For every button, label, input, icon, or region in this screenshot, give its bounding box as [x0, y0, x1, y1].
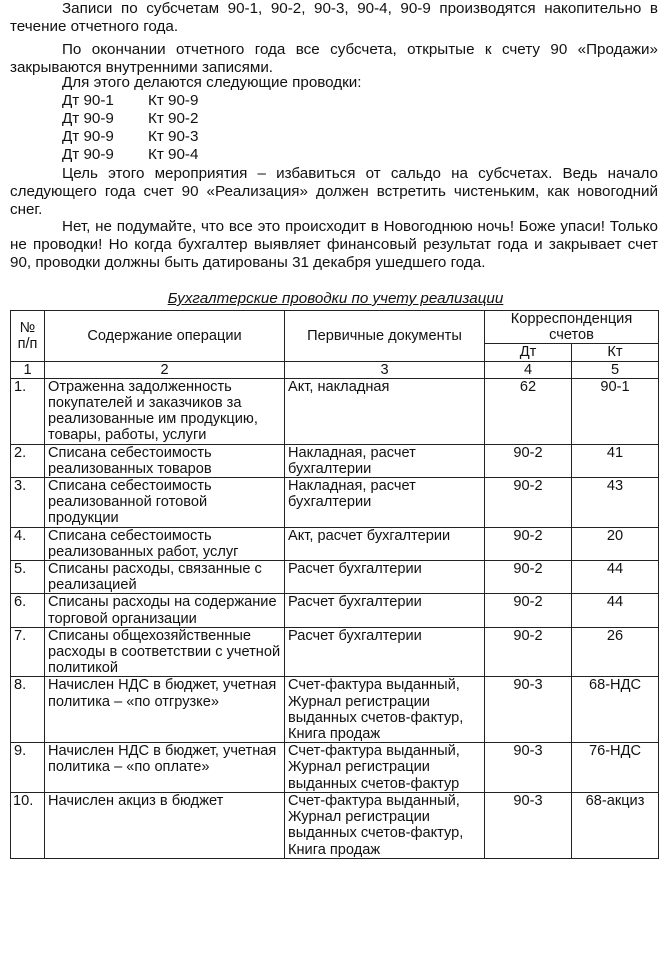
- row-content: Списаны общехозяйственные расходы в соответствии с учетной политикой: [45, 627, 285, 677]
- row-content: Списана себестоимость реализованной готовой продукции: [45, 478, 285, 528]
- row-dt: 90-2: [485, 594, 572, 627]
- row-dt: 90-3: [485, 677, 572, 743]
- row-dt: 62: [485, 378, 572, 444]
- row-number: 2.: [11, 444, 45, 477]
- row-number: 9.: [11, 743, 45, 793]
- row-content: Списана себестоимость реализованных товаров: [45, 444, 285, 477]
- row-number: 5.: [11, 561, 45, 594]
- paragraph-postings-intro: Для этого делаются следующие проводки:: [62, 74, 362, 91]
- row-docs: Акт, расчет бухгалтерии: [285, 527, 485, 560]
- row-content: Списана себестоимость реализованных работ, услуг: [45, 527, 285, 560]
- posting-dt: Дт 90-1: [62, 92, 114, 109]
- row-number: 8.: [11, 677, 45, 743]
- row-docs: Накладная, расчет бухгалтерии: [285, 444, 485, 477]
- colnum-cell: 3: [285, 361, 485, 378]
- row-dt: 90-2: [485, 444, 572, 477]
- table-row: [11, 792, 659, 858]
- row-docs: Расчет бухгалтерии: [285, 561, 485, 594]
- paragraph-goal: Цель этого мероприятия – избавиться от сальдо на субсчетах. Ведь начало следующего года счет 90 «Реализация» должен встретить чистеньким, как новогодний снег.: [10, 165, 658, 218]
- table-row: [11, 378, 659, 444]
- header-dt: Дт: [485, 344, 572, 361]
- posting-dt: Дт 90-9: [62, 146, 114, 163]
- colnum-cell: 5: [572, 361, 659, 378]
- header-num: № п/п: [11, 311, 45, 362]
- header-correspondence: Корреспонденция счетов: [485, 311, 659, 344]
- row-dt: 90-2: [485, 527, 572, 560]
- table-row: [11, 561, 659, 594]
- postings-table: [10, 310, 659, 859]
- row-number: 1.: [11, 378, 45, 444]
- table-row: [11, 527, 659, 560]
- row-kt: 68-НДС: [572, 677, 659, 743]
- header-content: Содержание операции: [45, 311, 285, 362]
- row-docs: Накладная, расчет бухгалтерии: [285, 478, 485, 528]
- row-content: Начислен акциз в бюджет: [45, 792, 285, 858]
- posting-line: [62, 92, 199, 110]
- row-content: Начислен НДС в бюджет, учетная политика – «по оплате»: [45, 743, 285, 793]
- row-number: 10.: [11, 792, 45, 858]
- posting-line: [62, 146, 199, 164]
- paragraph-closing: По окончании отчетного года все субсчета, открытые к счету 90 «Продажи» закрываются внутренними записями.: [10, 41, 658, 76]
- row-kt: 44: [572, 561, 659, 594]
- row-content: Начислен НДС в бюджет, учетная политика – «по отгрузке»: [45, 677, 285, 743]
- row-kt: 41: [572, 444, 659, 477]
- row-docs: Расчет бухгалтерии: [285, 594, 485, 627]
- row-kt: 26: [572, 627, 659, 677]
- column-number-row: [11, 361, 659, 378]
- row-number: 6.: [11, 594, 45, 627]
- colnum-cell: 1: [11, 361, 45, 378]
- row-dt: 90-2: [485, 561, 572, 594]
- colnum-cell: 4: [485, 361, 572, 378]
- table-caption: Бухгалтерские проводки по учету реализации: [167, 290, 504, 307]
- posting-kt: Кт 90-4: [148, 146, 199, 163]
- posting-line: [62, 110, 199, 128]
- row-docs: Счет-фактура выданный, Журнал регистрации выданных счетов-фактур: [285, 743, 485, 793]
- row-content: Отраженна задолженность покупателей и заказчиков за реализованные им продукцию, товары, работы, услуги: [45, 378, 285, 444]
- table-row: [11, 444, 659, 477]
- posting-dt: Дт 90-9: [62, 128, 114, 145]
- row-number: 4.: [11, 527, 45, 560]
- row-content: Списаны расходы на содержание торговой организации: [45, 594, 285, 627]
- posting-kt: Кт 90-3: [148, 128, 199, 145]
- row-docs: Расчет бухгалтерии: [285, 627, 485, 677]
- row-number: 7.: [11, 627, 45, 677]
- row-dt: 90-2: [485, 627, 572, 677]
- header-kt: Кт: [572, 344, 659, 361]
- row-dt: 90-3: [485, 743, 572, 793]
- row-number: 3.: [11, 478, 45, 528]
- row-docs: Счет-фактура выданный, Журнал регистрации выданных счетов-фактур, Книга продаж: [285, 677, 485, 743]
- row-content: Списаны расходы, связанные с реализацией: [45, 561, 285, 594]
- table-row: [11, 594, 659, 627]
- table-row: [11, 478, 659, 528]
- table-header-row: [11, 311, 659, 344]
- row-docs: Акт, накладная: [285, 378, 485, 444]
- posting-kt: Кт 90-9: [148, 92, 199, 109]
- paragraph-subaccounts: Записи по субсчетам 90-1, 90-2, 90-3, 90-4, 90-9 производятся накопительно в течение отчетного года.: [10, 0, 658, 35]
- row-kt: 43: [572, 478, 659, 528]
- row-docs: Счет-фактура выданный, Журнал регистрации выданных счетов-фактур, Книга продаж: [285, 792, 485, 858]
- row-dt: 90-2: [485, 478, 572, 528]
- row-kt: 20: [572, 527, 659, 560]
- row-dt: 90-3: [485, 792, 572, 858]
- header-docs: Первичные документы: [285, 311, 485, 362]
- row-kt: 44: [572, 594, 659, 627]
- row-kt: 90-1: [572, 378, 659, 444]
- posting-line: [62, 128, 199, 146]
- posting-dt: Дт 90-9: [62, 110, 114, 127]
- table-row: [11, 743, 659, 793]
- posting-kt: Кт 90-2: [148, 110, 199, 127]
- colnum-cell: 2: [45, 361, 285, 378]
- table-row: [11, 677, 659, 743]
- row-kt: 76-НДС: [572, 743, 659, 793]
- row-kt: 68-акциз: [572, 792, 659, 858]
- table-row: [11, 627, 659, 677]
- paragraph-new-year: Нет, не подумайте, что все это происходит в Новогоднюю ночь! Боже упаси! Только не проводки! Но когда бухгалтер выявляет финансовый результат года и закрывает счет 90, проводки должны быть датированы 31 декабря ушедшего года.: [10, 218, 658, 271]
